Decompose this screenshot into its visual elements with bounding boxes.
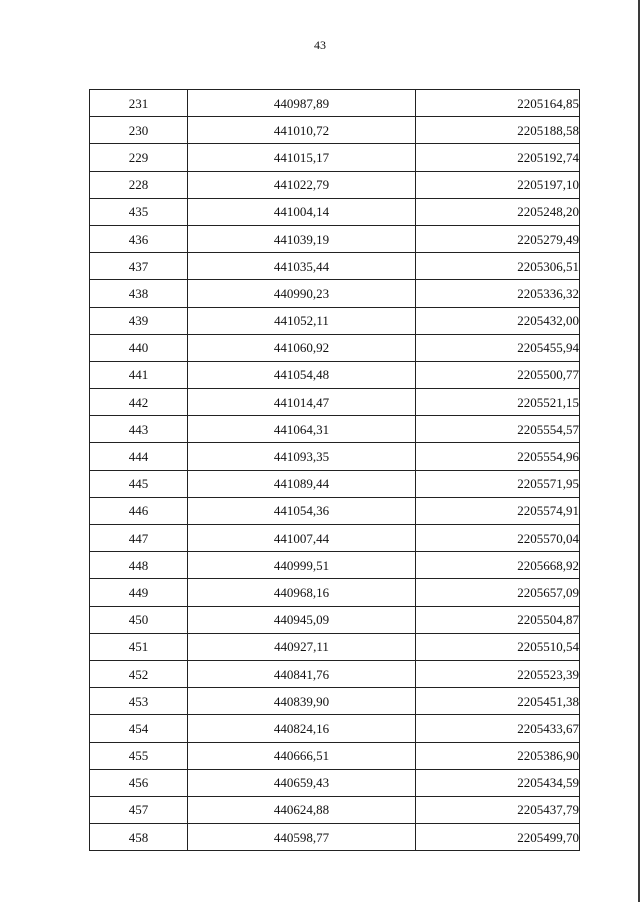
x-coordinate-cell: 440666,51 [188,742,416,769]
table-row [90,225,580,252]
y-coordinate-cell: 2205164,85 [416,90,580,117]
point-number-cell: 442 [90,389,188,416]
point-number-cell: 441 [90,361,188,388]
x-coordinate-cell: 440945,09 [188,606,416,633]
table-row [90,171,580,198]
table-row [90,361,580,388]
y-coordinate-cell: 2205306,51 [416,253,580,280]
table-row [90,253,580,280]
x-coordinate-cell: 441015,17 [188,144,416,171]
table-row [90,334,580,361]
x-coordinate-cell: 441052,11 [188,307,416,334]
table-row [90,198,580,225]
y-coordinate-cell: 2205279,49 [416,225,580,252]
x-coordinate-cell: 441064,31 [188,416,416,443]
y-coordinate-cell: 2205668,92 [416,552,580,579]
table-row [90,715,580,742]
table-row [90,688,580,715]
x-coordinate-cell: 440999,51 [188,552,416,579]
y-coordinate-cell: 2205451,38 [416,688,580,715]
point-number-cell: 451 [90,633,188,660]
x-coordinate-cell: 440839,90 [188,688,416,715]
table-row [90,824,580,851]
y-coordinate-cell: 2205437,79 [416,796,580,823]
y-coordinate-cell: 2205554,57 [416,416,580,443]
table-row [90,90,580,117]
x-coordinate-cell: 441014,47 [188,389,416,416]
table-row [90,307,580,334]
x-coordinate-cell: 440927,11 [188,633,416,660]
page-number: 43 [314,38,326,52]
x-coordinate-cell: 440624,88 [188,796,416,823]
point-number-cell: 453 [90,688,188,715]
x-coordinate-cell: 440990,23 [188,280,416,307]
x-coordinate-cell: 440659,43 [188,769,416,796]
table-row [90,742,580,769]
x-coordinate-cell: 441093,35 [188,443,416,470]
y-coordinate-cell: 2205432,00 [416,307,580,334]
point-number-cell: 437 [90,253,188,280]
table-row [90,497,580,524]
point-number-cell: 457 [90,796,188,823]
y-coordinate-cell: 2205197,10 [416,171,580,198]
table-row [90,606,580,633]
point-number-cell: 436 [90,225,188,252]
point-number-cell: 452 [90,660,188,687]
point-number-cell: 454 [90,715,188,742]
x-coordinate-cell: 440841,76 [188,660,416,687]
table-row [90,117,580,144]
point-number-cell: 228 [90,171,188,198]
point-number-cell: 446 [90,497,188,524]
x-coordinate-cell: 441054,36 [188,497,416,524]
y-coordinate-cell: 2205192,74 [416,144,580,171]
y-coordinate-cell: 2205434,59 [416,769,580,796]
point-number-cell: 229 [90,144,188,171]
point-number-cell: 440 [90,334,188,361]
y-coordinate-cell: 2205574,91 [416,497,580,524]
table-row [90,443,580,470]
x-coordinate-cell: 441039,19 [188,225,416,252]
y-coordinate-cell: 2205455,94 [416,334,580,361]
x-coordinate-cell: 440824,16 [188,715,416,742]
x-coordinate-cell: 441089,44 [188,470,416,497]
y-coordinate-cell: 2205554,96 [416,443,580,470]
x-coordinate-cell: 441054,48 [188,361,416,388]
table-row [90,416,580,443]
x-coordinate-cell: 440987,89 [188,90,416,117]
table-row [90,633,580,660]
table-row [90,660,580,687]
y-coordinate-cell: 2205336,32 [416,280,580,307]
point-number-cell: 231 [90,90,188,117]
y-coordinate-cell: 2205248,20 [416,198,580,225]
y-coordinate-cell: 2205570,04 [416,525,580,552]
table-row [90,525,580,552]
point-number-cell: 443 [90,416,188,443]
y-coordinate-cell: 2205504,87 [416,606,580,633]
table-row [90,552,580,579]
x-coordinate-cell: 441007,44 [188,525,416,552]
x-coordinate-cell: 441004,14 [188,198,416,225]
y-coordinate-cell: 2205510,54 [416,633,580,660]
point-number-cell: 435 [90,198,188,225]
x-coordinate-cell: 440598,77 [188,824,416,851]
point-number-cell: 455 [90,742,188,769]
point-number-cell: 439 [90,307,188,334]
point-number-cell: 447 [90,525,188,552]
point-number-cell: 456 [90,769,188,796]
y-coordinate-cell: 2205188,58 [416,117,580,144]
table-row [90,144,580,171]
point-number-cell: 458 [90,824,188,851]
point-number-cell: 230 [90,117,188,144]
y-coordinate-cell: 2205523,39 [416,660,580,687]
table-row [90,579,580,606]
point-number-cell: 445 [90,470,188,497]
x-coordinate-cell: 441022,79 [188,171,416,198]
y-coordinate-cell: 2205571,95 [416,470,580,497]
point-number-cell: 450 [90,606,188,633]
y-coordinate-cell: 2205500,77 [416,361,580,388]
x-coordinate-cell: 440968,16 [188,579,416,606]
point-number-cell: 449 [90,579,188,606]
y-coordinate-cell: 2205521,15 [416,389,580,416]
table-row [90,280,580,307]
x-coordinate-cell: 441035,44 [188,253,416,280]
table-row [90,470,580,497]
x-coordinate-cell: 441010,72 [188,117,416,144]
y-coordinate-cell: 2205499,70 [416,824,580,851]
y-coordinate-cell: 2205433,67 [416,715,580,742]
y-coordinate-cell: 2205386,90 [416,742,580,769]
point-number-cell: 444 [90,443,188,470]
x-coordinate-cell: 441060,92 [188,334,416,361]
point-number-cell: 438 [90,280,188,307]
table-row [90,796,580,823]
table-row [90,389,580,416]
point-number-cell: 448 [90,552,188,579]
coordinates-table [89,89,580,851]
y-coordinate-cell: 2205657,09 [416,579,580,606]
table-body [90,90,580,851]
table-row [90,769,580,796]
